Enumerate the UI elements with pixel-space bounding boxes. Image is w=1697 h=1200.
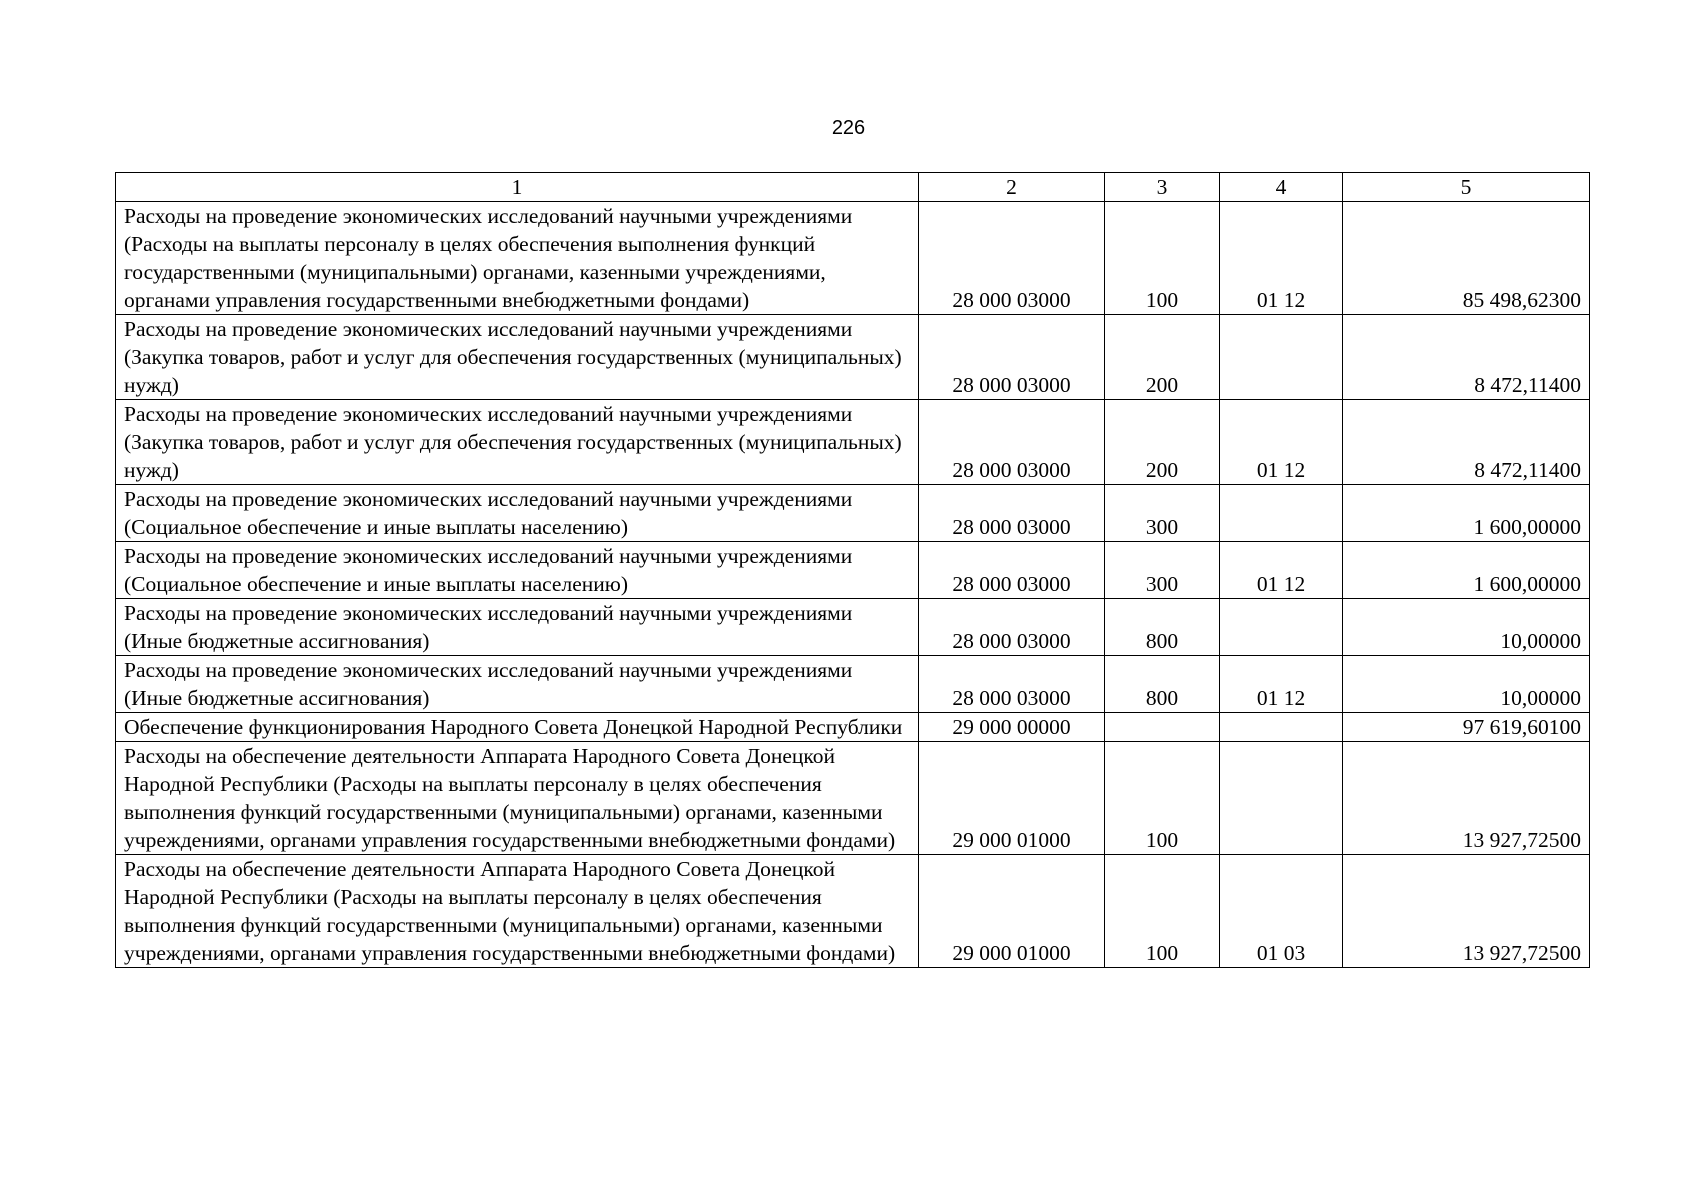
row-section-code: 01 12	[1220, 542, 1343, 599]
row-description: Расходы на проведение экономических исследований научными учреждениями (Социальное обеспечение и иные выплаты населению)	[116, 542, 919, 599]
table-row	[116, 315, 1590, 400]
row-expense-type: 100	[1105, 202, 1220, 315]
row-description: Расходы на проведение экономических исследований научными учреждениями (Закупка товаров, работ и услуг для обеспечения государственных (муниципальных) нужд)	[116, 315, 919, 400]
row-expense-type: 200	[1105, 400, 1220, 485]
table-row	[116, 485, 1590, 542]
table-row	[116, 742, 1590, 855]
row-expense-type: 300	[1105, 542, 1220, 599]
row-expense-type: 100	[1105, 742, 1220, 855]
row-target-article: 28 000 03000	[919, 599, 1105, 656]
row-description: Расходы на обеспечение деятельности Аппарата Народного Совета Донецкой Народной Республики (Расходы на выплаты персоналу в целях обеспечения выполнения функций государственными (муниципальными) органами, казенными учреждениями, органами управления государственными внебюджетными фондами)	[116, 855, 919, 968]
row-expense-type	[1105, 713, 1220, 742]
row-section-code: 01 03	[1220, 855, 1343, 968]
row-target-article: 28 000 03000	[919, 485, 1105, 542]
table-row	[116, 656, 1590, 713]
row-section-code: 01 12	[1220, 202, 1343, 315]
row-expense-type: 800	[1105, 599, 1220, 656]
budget-table	[115, 172, 1590, 968]
row-target-article: 28 000 03000	[919, 400, 1105, 485]
header-col-3: 3	[1105, 173, 1220, 202]
row-description: Расходы на проведение экономических исследований научными учреждениями (Расходы на выплаты персоналу в целях обеспечения выполнения функций государственными (муниципальными) органами, казенными учреждениями, органами управления государственными внебюджетными фондами)	[116, 202, 919, 315]
row-description: Расходы на проведение экономических исследований научными учреждениями (Иные бюджетные ассигнования)	[116, 599, 919, 656]
row-section-code	[1220, 713, 1343, 742]
row-expense-type: 100	[1105, 855, 1220, 968]
row-target-article: 28 000 03000	[919, 315, 1105, 400]
row-target-article: 29 000 01000	[919, 855, 1105, 968]
header-col-4: 4	[1220, 173, 1343, 202]
row-section-code	[1220, 315, 1343, 400]
row-expense-type: 300	[1105, 485, 1220, 542]
header-col-1: 1	[116, 173, 919, 202]
row-description: Расходы на проведение экономических исследований научными учреждениями (Социальное обеспечение и иные выплаты населению)	[116, 485, 919, 542]
table-row	[116, 400, 1590, 485]
row-expense-type: 200	[1105, 315, 1220, 400]
row-amount: 85 498,62300	[1343, 202, 1590, 315]
row-section-code	[1220, 599, 1343, 656]
row-target-article: 29 000 01000	[919, 742, 1105, 855]
table-row	[116, 599, 1590, 656]
row-expense-type: 800	[1105, 656, 1220, 713]
table-row	[116, 202, 1590, 315]
row-description: Расходы на проведение экономических исследований научными учреждениями (Закупка товаров, работ и услуг для обеспечения государственных (муниципальных) нужд)	[116, 400, 919, 485]
row-amount: 1 600,00000	[1343, 485, 1590, 542]
row-amount: 13 927,72500	[1343, 742, 1590, 855]
header-row	[116, 173, 1590, 202]
header-col-5: 5	[1343, 173, 1590, 202]
row-amount: 10,00000	[1343, 656, 1590, 713]
row-section-code	[1220, 742, 1343, 855]
row-amount: 10,00000	[1343, 599, 1590, 656]
row-section-code: 01 12	[1220, 656, 1343, 713]
row-amount: 1 600,00000	[1343, 542, 1590, 599]
table-row	[116, 542, 1590, 599]
page-number: 226	[831, 117, 866, 139]
row-section-code	[1220, 485, 1343, 542]
row-section-code: 01 12	[1220, 400, 1343, 485]
row-amount: 8 472,11400	[1343, 315, 1590, 400]
table-row	[116, 855, 1590, 968]
row-target-article: 28 000 03000	[919, 542, 1105, 599]
row-description: Расходы на обеспечение деятельности Аппарата Народного Совета Донецкой Народной Республики (Расходы на выплаты персоналу в целях обеспечения выполнения функций государственными (муниципальными) органами, казенными учреждениями, органами управления государственными внебюджетными фондами)	[116, 742, 919, 855]
row-target-article: 29 000 00000	[919, 713, 1105, 742]
row-amount: 8 472,11400	[1343, 400, 1590, 485]
row-amount: 97 619,60100	[1343, 713, 1590, 742]
header-col-2: 2	[919, 173, 1105, 202]
table-body	[116, 202, 1590, 968]
row-target-article: 28 000 03000	[919, 656, 1105, 713]
table-header	[116, 173, 1590, 202]
row-description: Расходы на проведение экономических исследований научными учреждениями (Иные бюджетные ассигнования)	[116, 656, 919, 713]
table-row	[116, 713, 1590, 742]
row-description: Обеспечение функционирования Народного Совета Донецкой Народной Республики	[116, 713, 919, 742]
row-amount: 13 927,72500	[1343, 855, 1590, 968]
row-target-article: 28 000 03000	[919, 202, 1105, 315]
